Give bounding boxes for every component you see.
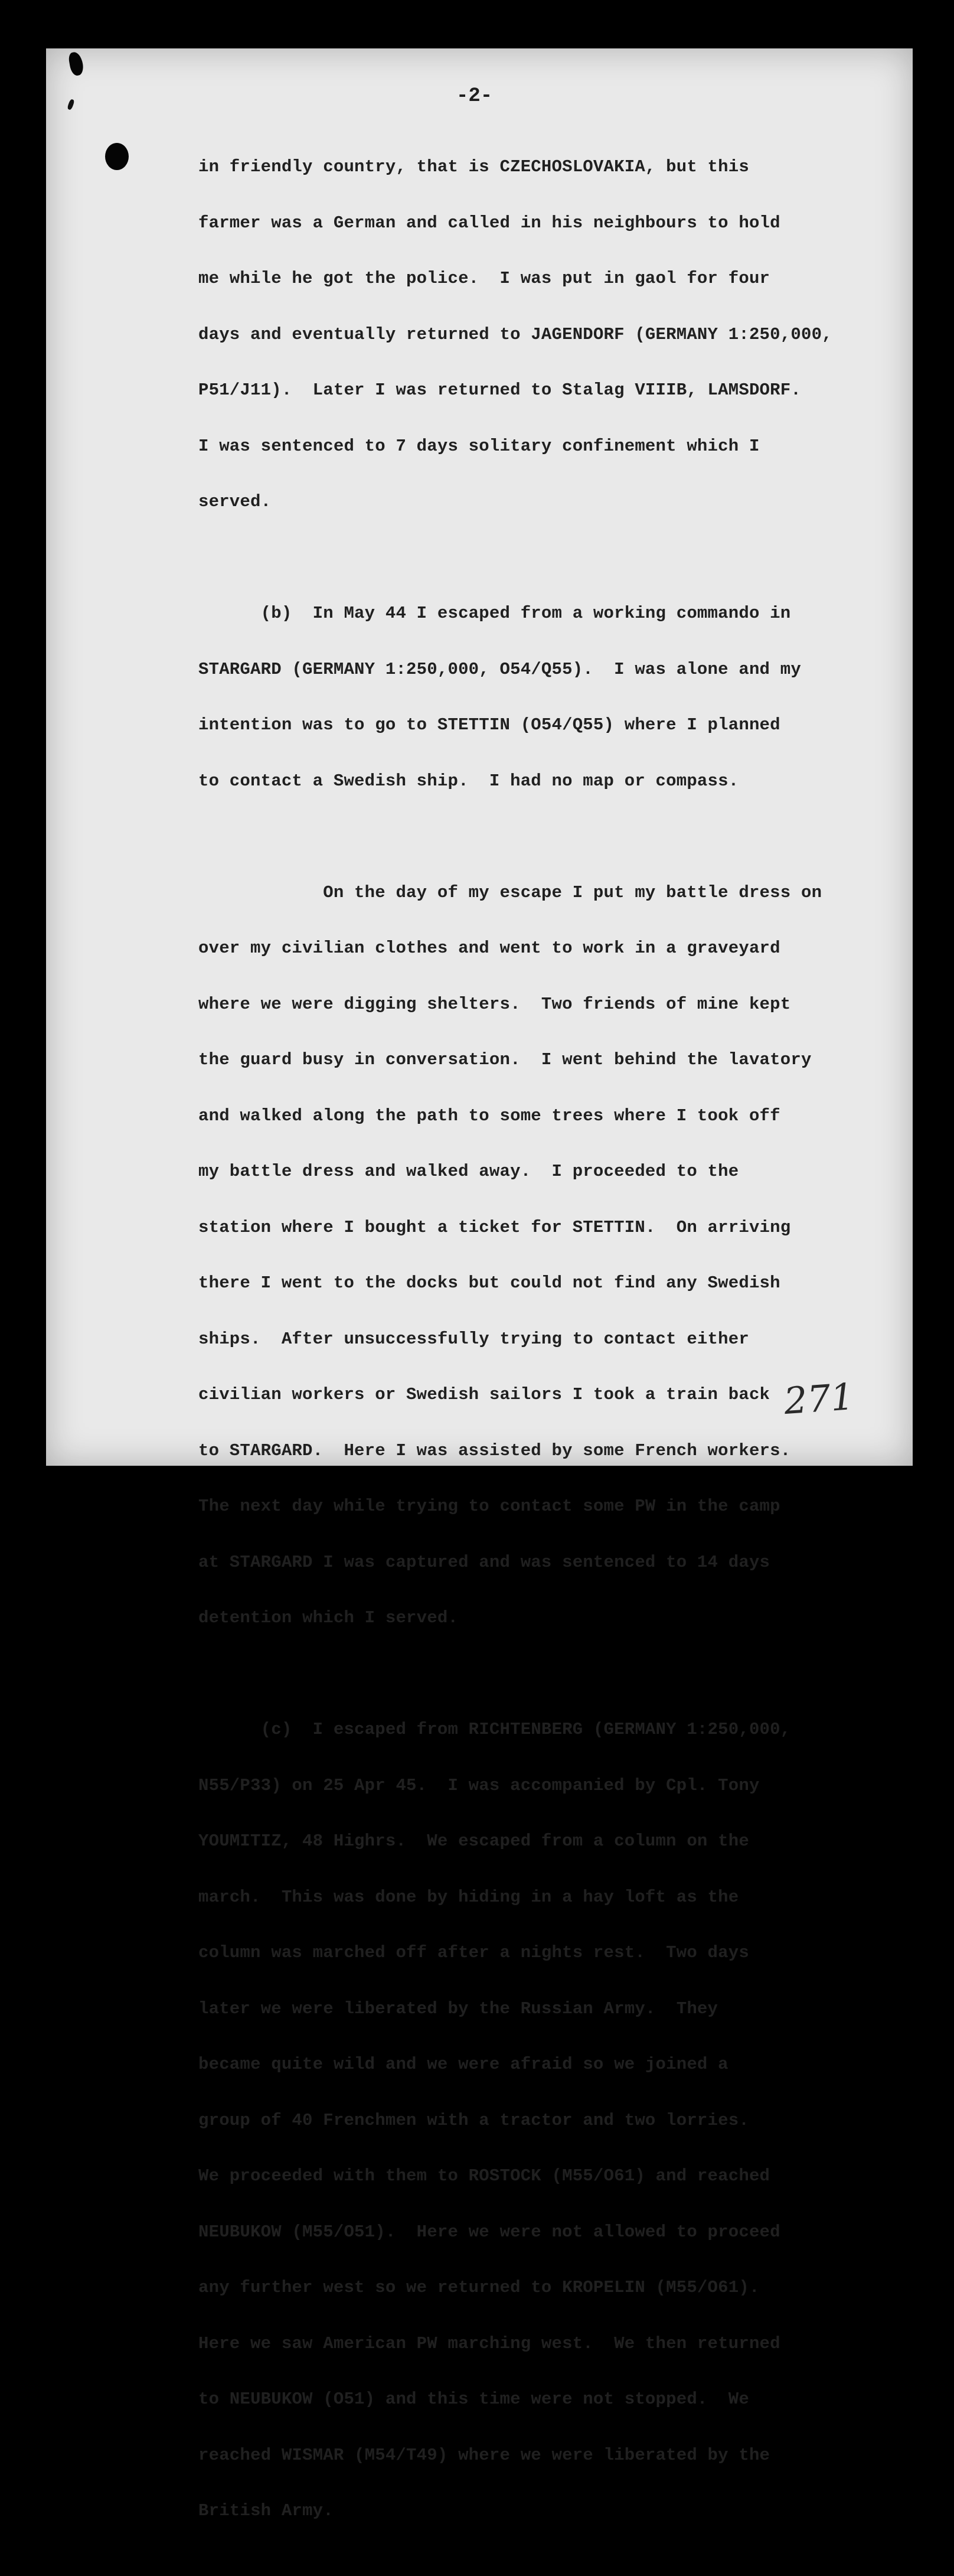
text-line: where we were digging shelters. Two friends of mine kept	[198, 994, 791, 1014]
text-line: at STARGARD I was captured and was sentenced to 14 days	[198, 1552, 770, 1572]
text-line: days and eventually returned to JAGENDORF (GERMANY 1:250,000,	[198, 324, 832, 344]
text-line: march. This was done by hiding in a hay loft as the	[198, 1887, 739, 1907]
text-line: to STARGARD. Here I was assisted by some French workers.	[198, 1440, 791, 1460]
document-page	[46, 48, 913, 2520]
text-line: detention which I served.	[198, 1608, 459, 1628]
text-line: farmer was a German and called in his neighbours to hold	[198, 213, 780, 233]
text-line: my battle dress and walked away. I proceeded to the	[198, 1162, 739, 1181]
paragraph-continuation	[198, 120, 895, 549]
paragraph-c	[198, 1683, 895, 2558]
text-line: N55/P33) on 25 Apr 45. I was accompanied by Cpl. Tony	[198, 1775, 760, 1795]
text-line: over my civilian clothes and went to work in a graveyard	[198, 938, 780, 958]
text-line: We proceeded with them to ROSTOCK (M55/O61) and reached	[198, 2166, 770, 2186]
text-line: group of 40 Frenchmen with a tractor and two lorries.	[198, 2110, 749, 2130]
text-line: NEUBUKOW (M55/O51). Here we were not allowed to proceed	[198, 2222, 780, 2242]
text-line: became quite wild and we were afraid so we joined a	[198, 2055, 728, 2074]
text-line: I was sentenced to 7 days solitary confinement which I	[198, 436, 760, 456]
text-line: any further west so we returned to KROPELIN (M55/O61).	[198, 2278, 760, 2297]
handwritten-folio-number: 271	[782, 1374, 855, 1423]
text-line: to contact a Swedish ship. I had no map or compass.	[198, 771, 739, 791]
text-line: to NEUBUKOW (O51) and this time were not stopped. We	[198, 2389, 749, 2409]
text-line: STARGARD (GERMANY 1:250,000, O54/Q55). I was alone and my	[198, 659, 801, 679]
text-line: Here we saw American PW marching west. We then returned	[198, 2333, 780, 2353]
text-line: column was marched off after a nights rest. Two days	[198, 1943, 749, 1962]
text-line: British Army.	[198, 2501, 334, 2520]
text-line: On the day of my escape I put my battle dress on	[198, 882, 822, 902]
page-number: -2-	[456, 85, 493, 107]
text-line: (b) In May 44 I escaped from a working commando in	[198, 604, 791, 623]
ink-blot-mark	[68, 51, 85, 76]
ink-dot-mark	[67, 99, 75, 110]
paragraph-escape-day	[198, 846, 895, 1665]
text-line: intention was to go to STETTIN (O54/Q55) where I planned	[198, 715, 780, 735]
text-line: reached WISMAR (M54/T49) where we were liberated by the	[198, 2445, 770, 2465]
text-line: The next day while trying to contact some PW in the camp	[198, 1496, 780, 1516]
paragraph-b	[198, 567, 895, 827]
text-line: ships. After unsuccessfully trying to contact either	[198, 1329, 749, 1349]
text-line: later we were liberated by the Russian Army. They	[198, 1998, 718, 2019]
text-line: in friendly country, that is CZECHOSLOVAKIA, but this	[198, 157, 749, 177]
text-line: station where I bought a ticket for STETTIN. On arriving	[198, 1217, 791, 1237]
text-line: (c) I escaped from RICHTENBERG (GERMANY 1:250,000,	[198, 1720, 791, 1739]
text-line: P51/J11). Later I was returned to Stalag VIIIB, LAMSDORF.	[198, 380, 801, 400]
punch-hole	[105, 143, 129, 170]
text-line: civilian workers or Swedish sailors I took a train back	[198, 1385, 770, 1404]
text-line: and walked along the path to some trees where I took off	[198, 1106, 780, 1126]
document-body	[198, 120, 895, 2576]
text-line: the guard busy in conversation. I went behind the lavatory	[198, 1050, 812, 1069]
text-line: YOUMITIZ, 48 Highrs. We escaped from a column on the	[198, 1831, 749, 1851]
text-line: served.	[198, 492, 272, 511]
text-line: there I went to the docks but could not find any Swedish	[198, 1273, 780, 1293]
text-line: me while he got the police. I was put in gaol for four	[198, 269, 770, 288]
